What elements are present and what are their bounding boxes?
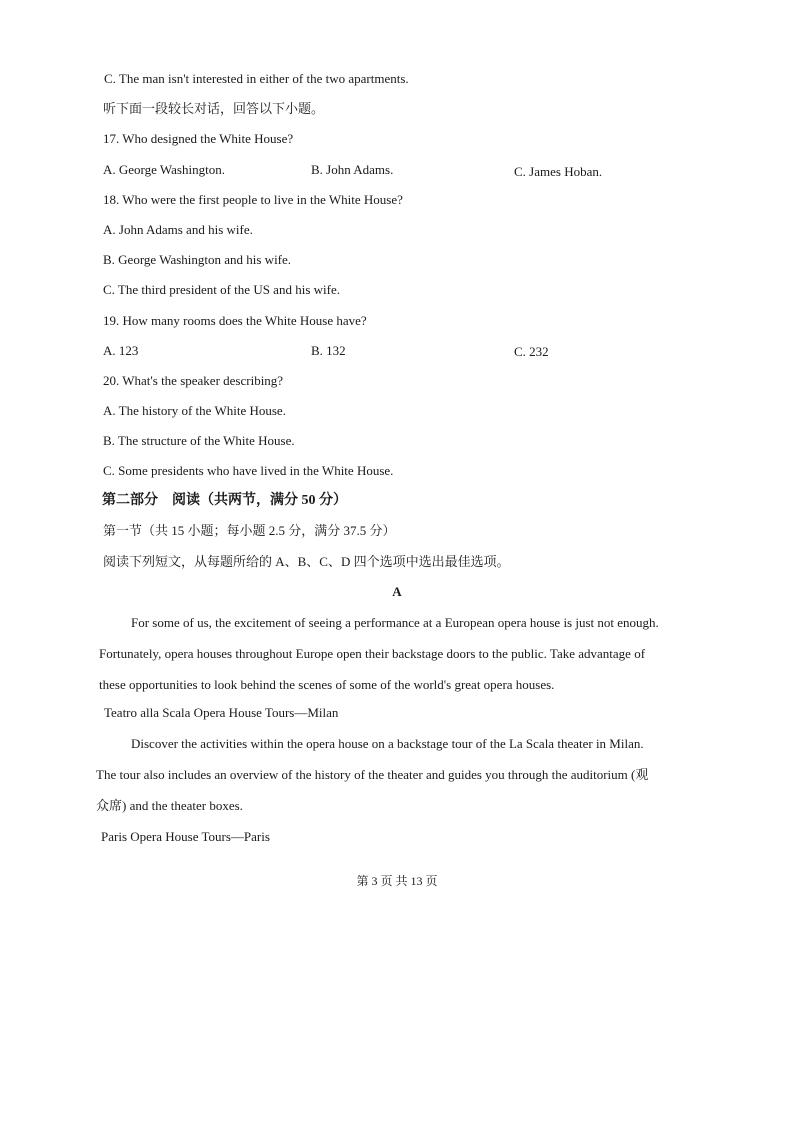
passage-label: A [392, 584, 402, 599]
question-19-option-a: A. 123 [103, 343, 139, 358]
question-20-option-b: B. The structure of the White House. [103, 433, 295, 448]
question-16-option-c: C. The man isn't interested in either of the two apartments. [104, 71, 409, 86]
milan-paragraph-line: 众席) and the theater boxes. [96, 798, 243, 813]
section-1-heading: 第一节（共 15 小题；每小题 2.5 分，满分 37.5 分） [103, 523, 396, 538]
question-18-option-a: A. John Adams and his wife. [103, 222, 253, 237]
section-heading-paris: Paris Opera House Tours—Paris [101, 829, 270, 844]
question-19-option-c: C. 232 [514, 344, 549, 359]
question-17-option-a: A. George Washington. [103, 162, 225, 177]
part-2-title: 第二部分 阅读（共两节，满分 50 分） [102, 493, 347, 508]
question-20-option-a: A. The history of the White House. [103, 403, 286, 418]
question-19-option-b: B. 132 [311, 343, 346, 358]
question-17-option-c: C. James Hoban. [514, 164, 603, 179]
question-17-stem: 17. Who designed the White House? [103, 131, 294, 146]
question-20-stem: 20. What's the speaker describing? [103, 373, 284, 388]
reading-instruction: 阅读下列短文，从每题所给的 A、B、C、D 四个选项中选出最佳选项。 [103, 554, 510, 569]
question-17-option-b: B. John Adams. [311, 162, 394, 177]
passage-intro-line: these opportunities to look behind the scenes of some of the world's great opera houses. [99, 677, 555, 692]
passage-intro-line: For some of us, the excitement of seeing a performance at a European opera house is just not enough. [131, 615, 659, 630]
milan-paragraph-line: Discover the activities within the opera house on a backstage tour of the La Scala theater in Milan. [131, 736, 644, 751]
question-18-option-c: C. The third president of the US and his wife. [103, 282, 340, 297]
milan-paragraph-line: The tour also includes an overview of the history of the theater and guides you through the auditorium (观 [96, 767, 649, 782]
long-dialogue-instruction: 听下面一段较长对话，回答以下小题。 [103, 101, 325, 116]
milan-paragraph [96, 728, 672, 821]
section-heading-milan: Teatro alla Scala Opera House Tours—Milan [104, 705, 339, 720]
question-20-option-c: C. Some presidents who have lived in the White House. [103, 463, 394, 478]
page-number-footer: 第 3 页 共 13 页 [356, 874, 438, 888]
passage-intro-line: Fortunately, opera houses throughout Europe open their backstage doors to the public. Take advantage of [99, 646, 646, 661]
passage-intro [99, 607, 671, 700]
question-18-option-b: B. George Washington and his wife. [103, 252, 292, 267]
question-18-stem: 18. Who were the first people to live in the White House? [103, 192, 403, 207]
question-19-stem: 19. How many rooms does the White House have? [103, 313, 367, 328]
